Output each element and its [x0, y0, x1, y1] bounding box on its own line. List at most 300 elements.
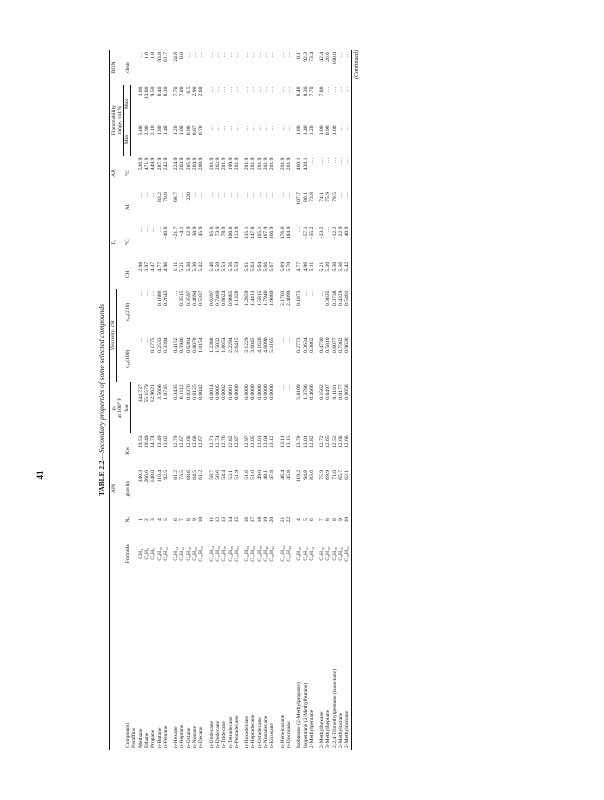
table-cell: 201.9	[221, 157, 228, 171]
table-cell: 30.9	[192, 226, 199, 237]
table-row	[344, 50, 351, 750]
table-cell: 0.4694	[192, 290, 199, 306]
table-cell: 2.1703	[279, 290, 286, 306]
table-cell: 1.2388	[208, 337, 215, 353]
table-cell: 12.82	[227, 435, 234, 448]
table-cell: 12.66	[192, 435, 199, 448]
table-cell: 1.80	[296, 125, 303, 136]
table-cell: C₁₉H₄₀	[263, 546, 270, 562]
table-cell: …	[269, 52, 276, 58]
table-cell: 0.0000	[269, 384, 276, 400]
table-cell: 1.4413	[250, 290, 257, 306]
table-cell: C₈H₁₈	[185, 547, 192, 561]
table-cell: C₁₄H₃₀	[227, 546, 234, 562]
table-cell: 80.1	[302, 192, 309, 202]
table-cell: 1.20	[173, 125, 180, 136]
table-title: TABLE 2.2—Secondary properties of some selected compounds	[97, 304, 106, 496]
table-cell: …	[233, 52, 240, 58]
table-cell: …	[263, 192, 270, 198]
table-cell: n-Dodecane	[214, 720, 221, 748]
table-cell: 13.78	[296, 435, 303, 448]
table-cell: n-Tridecane	[221, 721, 228, 748]
col-api: API	[110, 468, 117, 509]
table-cell: 45.8	[285, 469, 292, 480]
table-cell: …	[179, 192, 186, 198]
table-cell: …	[244, 192, 251, 198]
properties-table	[109, 50, 352, 750]
table-cell: 19	[263, 516, 270, 523]
table-cell: 12.74	[214, 435, 221, 448]
table-cell: 45.9	[198, 226, 205, 237]
table-cell: 5.69	[279, 261, 286, 272]
table-cell: …	[279, 86, 286, 93]
table-cell: …	[308, 157, 315, 164]
table-cell: C₉H₂₀	[192, 547, 199, 561]
table-cell: 0.0125	[192, 384, 199, 400]
table-cell: 1.20	[308, 125, 315, 136]
col-v38: ν₃₈(100)	[124, 349, 131, 369]
table-cell: 0.0000	[233, 384, 240, 400]
table-cell: 340.3	[137, 469, 144, 483]
table-cell: …	[227, 52, 234, 58]
table-cell: 73.9	[214, 226, 221, 237]
table-cell: …	[302, 290, 309, 297]
table-cell: …	[221, 192, 228, 198]
table-cell: 0.0002	[221, 384, 228, 400]
table-cell: …	[285, 86, 292, 93]
table-cell: 5.00	[137, 125, 144, 136]
table-cell: 0.1112	[179, 384, 186, 400]
table-cell: 201.9	[279, 157, 286, 171]
table-cell: …	[137, 192, 144, 198]
table-cell: 47.8	[269, 469, 276, 480]
table-cell: n-Nonane	[192, 725, 199, 748]
table-cell: …	[338, 86, 344, 93]
table-cell: 0.6364	[185, 337, 192, 353]
table-cell: 0.5946	[179, 337, 186, 353]
table-cell: 1.40	[302, 125, 309, 136]
col-compound: Compound	[110, 578, 131, 750]
table-cell: 199.9	[227, 157, 234, 171]
col-kw: Kw	[110, 433, 131, 468]
table-cell: …	[137, 226, 144, 233]
table-cell: 0.3515	[179, 290, 186, 306]
table-cell: 0.1	[296, 52, 303, 59]
table-cell: 12.82	[308, 435, 315, 448]
table-cell: …	[319, 157, 326, 164]
table-cell: 201.9	[233, 157, 240, 171]
table-cell: 201.9	[256, 157, 263, 171]
table-cell: 68.7	[173, 192, 180, 202]
table-cell: 19.49	[143, 435, 150, 448]
table-cell: 8.30	[162, 86, 169, 97]
table-cell: 5	[162, 518, 169, 521]
table-cell: 12.9	[185, 226, 192, 237]
table-cell: 0.3394	[162, 337, 169, 353]
table-cell: 0.1181	[331, 384, 338, 400]
table-cell: 19.53	[137, 435, 144, 448]
table-cell: …	[344, 85, 351, 124]
table-cell: …	[344, 190, 351, 225]
table-cell: 51.0	[250, 469, 257, 480]
table-cell: 13	[221, 516, 228, 523]
table-cell: …	[263, 86, 270, 93]
table-cell: 69.9	[325, 469, 332, 480]
table-cell: 64.5	[192, 469, 199, 480]
table-cell: 4.77	[156, 261, 163, 272]
table-cell: n-Octane	[185, 727, 192, 748]
table-cell: 205.9	[185, 157, 192, 171]
table-cell: Propane	[150, 729, 157, 748]
table-cell: …	[137, 337, 144, 344]
col-ron-clear: clear	[124, 61, 131, 73]
table-cell: 4.47	[150, 261, 157, 272]
table-cell: 81.2	[173, 469, 180, 480]
table-cell: 12.87	[233, 435, 240, 448]
table-cell: 3	[150, 518, 157, 521]
table-cell: 17	[250, 516, 257, 523]
table-cell: C₁₃H₂₈	[221, 546, 228, 562]
table-cell: 266.6	[143, 469, 150, 483]
table-cell: …	[250, 52, 257, 58]
col-v99: ν₉₉(210)	[124, 302, 131, 322]
table-cell: 73.8	[308, 192, 315, 202]
table-cell: 0.3635	[325, 290, 332, 306]
table-cell: 449.9	[150, 157, 157, 171]
table-cell: …	[208, 52, 215, 58]
table-cell: Ethane	[143, 732, 150, 748]
table-cell: 12.97	[244, 435, 251, 448]
table-cell: C₁₀H₂₂	[198, 546, 205, 562]
table-cell: Isopentane (2-Methylbutane)	[302, 682, 309, 748]
table-cell: 13.12	[269, 435, 276, 448]
table-cell: 1.00	[137, 86, 144, 97]
table-cell: …	[150, 290, 157, 297]
table-cell: 0.8624	[221, 290, 228, 306]
table-cell: 5.30	[325, 261, 332, 272]
table-cell: 5.42	[344, 260, 351, 289]
table-cell: 0.1562	[319, 384, 326, 400]
table-cell: …	[233, 125, 240, 131]
table-cell: 71.0	[331, 469, 338, 480]
table-cell: 13.01	[302, 435, 309, 448]
table-cell: …	[227, 192, 234, 198]
table-cell: 10	[344, 509, 351, 530]
table-cell: …	[285, 125, 292, 131]
table-cell: 54.4	[221, 469, 228, 480]
table-cell: …	[150, 226, 157, 233]
table-cell: 0.6077	[331, 337, 338, 353]
table-cell: 12.65	[325, 435, 332, 448]
col-flam-range: range, vol.%	[117, 85, 124, 156]
table-cell: …	[344, 50, 351, 85]
table-cell: 100.0	[227, 226, 234, 240]
rotated-table-page	[97, 50, 507, 750]
table-cell: 471.9	[143, 157, 150, 171]
table-cell: 5.46	[208, 261, 215, 272]
table-cell: 92.5	[162, 469, 169, 480]
table-cell: 9	[192, 518, 199, 521]
table-cell: 24.8	[173, 52, 180, 62]
table-cell: C₁₂H₂₆	[214, 546, 221, 562]
table-cell: n-Heptane	[179, 724, 186, 748]
table-cell: 11	[208, 516, 215, 523]
table-cell: 165.1	[256, 226, 263, 240]
table-cell: …	[244, 52, 251, 58]
table-cell: 3-Methylheptane	[325, 709, 332, 748]
table-cell: 0.0042	[198, 384, 205, 400]
table-cell: 74.1	[319, 192, 326, 202]
table-cell: …	[279, 192, 286, 198]
table-cell: 12	[214, 516, 221, 523]
table-cell: 51.9	[233, 469, 240, 480]
table-cell: 13.49	[156, 435, 163, 448]
table-cell: 5.61	[244, 261, 251, 272]
table-cell: 5.53	[221, 261, 228, 272]
table-cell: 1.00	[331, 125, 338, 136]
table-cell: 0.7469	[214, 290, 221, 306]
table-cell: …	[208, 192, 215, 198]
table-cell: 20	[269, 516, 276, 523]
table-cell: 0.3597	[185, 290, 192, 306]
table-cell: 5.63	[250, 261, 257, 272]
table-cell: 75.9	[325, 192, 332, 202]
table-cell: 0.8078	[192, 337, 199, 353]
table-cell: …	[250, 125, 257, 131]
table-cell: …	[198, 192, 205, 198]
table-cell: …	[296, 226, 303, 233]
table-cell: 2.10	[150, 125, 157, 136]
table-cell: 12.76	[221, 435, 228, 448]
table-cell: 6	[308, 518, 315, 521]
table-cell: C₂₁H₄₄	[279, 546, 286, 562]
table-cell: 1.80	[156, 125, 163, 136]
table-cell: 15	[233, 516, 240, 523]
col-flam-max: Max	[124, 85, 131, 124]
table-cell: C₆H₁₄	[173, 547, 180, 561]
table-cell: 1.00	[319, 125, 326, 136]
table-cell: n-Hexane	[173, 726, 180, 748]
table-cell: 0.9885	[227, 290, 234, 306]
table-cell: 9	[338, 518, 344, 521]
table-cell: 75.9	[319, 469, 326, 480]
table-cell: …	[244, 86, 251, 93]
table-cell: 2	[143, 518, 150, 521]
table-cell: 100.0	[331, 52, 338, 65]
table-cell: 13.15	[285, 435, 292, 448]
col-ch: CH	[110, 260, 131, 289]
table-cell: 2.2294	[227, 337, 234, 353]
table-cell: 18	[256, 516, 263, 523]
table-cell: 12.9621	[150, 384, 157, 403]
table-cell: 167.9	[263, 226, 270, 240]
col-pv-top: pᵥ	[110, 382, 117, 433]
col-ai: AI	[110, 190, 131, 225]
table-cell: 5.11	[173, 261, 180, 272]
table-cell: 4.6090	[263, 337, 270, 353]
table-cell: C₄H₁₀	[156, 547, 163, 561]
table-cell: 2-Methylpentane	[308, 709, 315, 748]
table-cell: 70.8	[162, 192, 169, 202]
table-cell: …	[244, 125, 251, 131]
table-cell: −57.1	[302, 226, 309, 240]
col-ron: RON	[110, 50, 117, 85]
table-cell: 93.8	[156, 52, 163, 62]
table-cell: 110.4	[156, 469, 163, 483]
table-cell: 0.0058	[344, 382, 351, 433]
table-cell: 40.9	[344, 225, 351, 260]
table-cell: …	[285, 384, 292, 390]
table-cell: 5.64	[256, 261, 263, 272]
table-cell: C₆H₁₄	[308, 547, 315, 561]
table-cell: 10	[198, 516, 205, 523]
table-cell: 8	[331, 518, 338, 521]
table-cell: n-Butane	[156, 727, 163, 748]
table-cell: …	[269, 86, 276, 93]
table-cell: …	[250, 86, 257, 93]
table-cell: …	[338, 125, 344, 131]
table-cell: 5.36	[338, 261, 344, 272]
table-cell: …	[143, 290, 150, 297]
table-cell: 201.9	[285, 157, 292, 171]
table-cell: 12.67	[198, 435, 205, 448]
table-cell: 4	[296, 518, 303, 521]
table-cell: C₇H₁₆	[179, 547, 186, 561]
table-cell: 94.8	[302, 469, 309, 480]
table-cell: 5.50	[214, 261, 221, 272]
table-cell: 12.72	[319, 435, 326, 448]
table-cell: 7.70	[308, 86, 315, 97]
table-cell: C₅H₁₂	[302, 547, 309, 561]
table-cell: 0.0000	[263, 384, 270, 400]
table-cell: 1.0745	[162, 384, 169, 400]
table-cell: …	[137, 290, 144, 297]
table-cell: 0.98	[325, 125, 332, 136]
table-cell: 0.0000	[244, 384, 251, 400]
table-cell: 12.66	[338, 435, 344, 448]
table-cell: 220	[185, 192, 192, 201]
table-cell: …	[156, 226, 163, 233]
table-cell: 1.5032	[214, 337, 221, 353]
table-cell: −40.0	[162, 226, 169, 240]
table-cell: C₅H₁₂	[162, 547, 169, 561]
table-cell: 1.0154	[198, 337, 205, 353]
table-cell: …	[279, 384, 286, 390]
table-cell: …	[150, 192, 157, 198]
col-pv-mid: at 100° F	[117, 397, 124, 419]
table-cell: 6.5	[185, 86, 192, 94]
table-cell: …	[173, 290, 180, 297]
table-cell: 0.0177	[338, 384, 344, 400]
table-cell: 166.9	[269, 226, 276, 240]
col-nc: N꜀	[110, 509, 131, 530]
table-cell: 201.9	[250, 157, 257, 171]
col-flammability: Flammability	[110, 85, 117, 156]
table-cell: 202.9	[214, 157, 221, 171]
table-cell: 0.0001	[227, 384, 234, 400]
table-cell: n-Docosane	[285, 721, 292, 748]
table-cell: 0.6397	[208, 290, 215, 306]
table-cell: …	[279, 337, 286, 344]
table-cell: −21.7	[173, 226, 180, 240]
table-cell: …	[285, 52, 292, 58]
table-cell: n-Decane	[198, 726, 205, 748]
table-cell: 13.02	[162, 435, 169, 448]
table-cell: 3.97	[143, 261, 150, 272]
table-cell: …	[143, 192, 150, 198]
table-cell: n-Pentadecane	[233, 715, 240, 748]
table-cell: 148.0	[150, 469, 157, 483]
table-cell: 2.60	[198, 86, 205, 97]
table-cell: …	[221, 125, 228, 131]
table-cell: …	[325, 157, 332, 164]
table-cell: n-Heneicosane	[279, 714, 286, 748]
table-cell: 3.6045	[250, 337, 257, 353]
col-ap: AP,	[110, 156, 117, 191]
table-cell: 287.9	[156, 157, 163, 171]
table-cell: 73.5	[179, 469, 186, 480]
table-cell: 5.3165	[269, 337, 276, 353]
table-cell: 12.66	[344, 433, 351, 468]
table-cell: 8.40	[156, 86, 163, 97]
table-cell: 201.9	[244, 157, 251, 171]
table-cell: 5.30	[331, 261, 338, 272]
table-cell: …	[338, 52, 344, 58]
table-cell: 83.6	[308, 469, 315, 480]
table-cell: CH₄	[137, 548, 144, 559]
table-cell: 68.6	[185, 469, 192, 480]
table-cell: 42.4	[319, 52, 326, 62]
table-cell: 1.2859	[244, 290, 251, 306]
table-cell: …	[331, 86, 338, 93]
table-cell: 0.5337	[198, 290, 205, 306]
table-cell: 79.5	[331, 192, 338, 202]
table-cell: 5.36	[192, 261, 199, 272]
table-cell: 61.2	[198, 469, 205, 480]
table-cell: …	[319, 290, 326, 297]
table-cell: 6	[173, 518, 180, 521]
table-cell: 0.4730	[319, 337, 326, 353]
table-cell: …	[256, 52, 263, 58]
table-cell: 5.30	[185, 261, 192, 272]
table-cell: 1.5815	[256, 290, 263, 306]
table-cell: 1.8	[150, 52, 157, 59]
table-cell: 13.04	[263, 435, 270, 448]
table-cell: …	[279, 125, 286, 131]
table-cell: …	[227, 125, 234, 131]
table-cell: n-Tetradecane	[227, 716, 234, 748]
table-cell: 5.66	[263, 261, 270, 272]
table-cell: 5.21	[319, 261, 326, 272]
table-cell: 2.4099	[285, 290, 292, 306]
table-cell: 21	[279, 516, 286, 523]
table-cell: 48.1	[263, 469, 270, 480]
table-cell: 3.1229	[244, 337, 251, 353]
table-cell: 12.71	[208, 435, 215, 448]
table-cell: 2-Methylhexane	[319, 711, 326, 748]
table-cell: …	[269, 192, 276, 198]
table-cell: …	[256, 192, 263, 198]
table-cell: 3.5608	[156, 384, 163, 400]
table-cell: …	[325, 226, 332, 233]
table-cell: 2-Methyloctane	[338, 712, 344, 748]
table-cell: 2.6415	[233, 337, 240, 353]
table-cell: …	[285, 337, 292, 344]
table-cell: 4.1620	[256, 337, 263, 353]
section-heading-row	[131, 50, 138, 750]
table-cell: 4.96	[162, 261, 169, 272]
table-cell: C₇H₁₆	[319, 547, 326, 561]
